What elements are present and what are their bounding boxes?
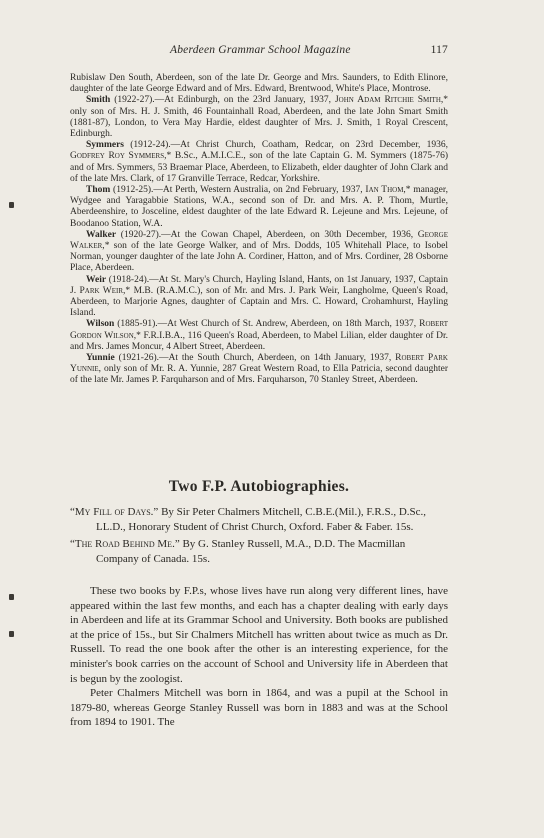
marriage-notices (70, 73, 448, 387)
notice-text: (1912-24).—At Christ Church, Coatham, Redcar, on 23rd December, 1936, (124, 140, 448, 151)
notice-continuation: Rubislaw Den South, Aberdeen, son of the late Dr. George and Mrs. Saunders, to Edith Elinore, daughter of the late George Edward and of Mrs. Edward, Brentwood, White's Place, Montrose. (70, 73, 448, 95)
section-heading: Two F.P. Autobiographies. (168, 478, 350, 495)
notice-name: Robert Park Yunnie, (70, 353, 448, 375)
article-body (70, 584, 448, 730)
notice-entry (70, 353, 448, 387)
notice-surname: Thom (86, 185, 111, 196)
notice-text: (1922-27).—At Edinburgh, on the 23rd January, 1937, (110, 95, 335, 106)
book-details: By Sir Peter Chalmers Mitchell, C.B.E.(Mil.), F.R.S., D.Sc., LL.D., Honorary Student of Christ Church, Oxford. Faber & Faber. 15s. (96, 506, 427, 533)
notice-text: (1918-24).—At St. Mary's Church, Hayling Island, Hants, on 1st January, 1937, Captain J. (70, 274, 448, 296)
notice-entry (70, 140, 448, 185)
book-title: “My Fill of Days.” (70, 506, 159, 518)
notice-entry (70, 95, 448, 140)
notice-entry (70, 275, 448, 320)
book-title: “The Road Behind Me.” (70, 538, 180, 550)
notice-text: * B.Sc., A.M.I.C.E., son of the late Captain G. M. Symmers (1875-76) and of Mrs. Symmers, 53 Braemar Place, Aberdeen, to Elizabeth, elder daughter of John Clark and of the late Mrs. Clark, of 17 Granville Terrace, Redcar, Yorkshire. (70, 151, 448, 184)
notice-name: Park Weir, (79, 285, 126, 296)
notice-surname: Weir (86, 274, 107, 285)
notice-text: * manager, Wydgee and Yaragabbie Stations, W.A., second son of Dr. and Mrs. A. P. Thom, Murtle, Aberdeenshire, to Josceline, eldest daughter of the late Edward R. Lejeune and Mrs. Lejeune, of Boodanoo Station, W.A. (70, 185, 448, 229)
notice-surname: Symmers (86, 140, 124, 151)
notice-text: * son of the late George Walker, and of Mrs. Dodds, 105 Whitehall Place, to Isobel Norman, younger daughter of the late John A. Cordiner, Hatton, and of Mrs. Cordiner, 28 Osborne Place, Aberdeen. (70, 241, 448, 274)
notice-name: Robert Gordon Wilson, (70, 319, 448, 341)
article-paragraph: Peter Chalmers Mitchell was born in 1864, and was a pupil at the School in 1879-80, whereas George Stanley Russell was born in 1883 and was at the School from 1894 to 1901. The (70, 687, 448, 729)
book-list (70, 505, 448, 569)
notice-name: George Walker, (70, 229, 448, 252)
notice-text: * F.R.I.B.A., 116 Queen's Road, Aberdeen, to Mabel Lilian, elder daughter of Dr. and Mrs. James Moncur, 4 Albert Street, Aberdeen. (70, 330, 448, 352)
notice-name: Godfrey Roy Symmers, (70, 151, 167, 162)
notice-surname: Wilson (86, 319, 115, 330)
page-number: 117 (430, 44, 448, 56)
margin-tab-marker (9, 202, 14, 208)
notice-text: * only son of Mrs. H. J. Smith, 46 Fountainhall Road, Aberdeen, and the late John Smart Smith (1881-87), London, to Vera May Hardie, eldest daughter of Mrs. J. Smith, 1 Royal Crescent, Edinburgh. (70, 95, 448, 140)
notice-surname: Walker (86, 229, 117, 240)
notice-text: only son of Mr. R. A. Yunnie, 287 Great Western Road, to Ella Patricia, second daughter of the late Mr. James P. Farquharson and of Mrs. Farquharson, 70 Stanley Street, Aberdeen. (70, 364, 448, 386)
notice-name: John Adam Ritchie Smith, (334, 95, 444, 106)
notice-entry (70, 185, 448, 230)
notice-surname: Smith (86, 95, 111, 106)
notice-text: (1921-26).—At the South Church, Aberdeen, on 14th January, 1937, (114, 353, 396, 364)
notice-text: (1920-27).—At the Cowan Chapel, Aberdeen, on 30th December, 1936, (116, 229, 418, 240)
book-details: By G. Stanley Russell, M.A., D.D. The Macmillan Company of Canada. 15s. (96, 538, 406, 565)
magazine-title: Aberdeen Grammar School Magazine (170, 44, 351, 56)
notice-text: (1885-91).—At West Church of St. Andrew, Aberdeen, on 18th March, 1937, (114, 319, 420, 330)
notice-text: * M.B. (R.A.M.C.), son of Mr. and Mrs. J. Park Weir, Langholme, Queen's Road, Aberdeen, to Marjorie Agnes, daughter of Captain and Mrs. C. Howard, Crohamhurst, Hayling Island. (70, 285, 448, 319)
notice-text: (1912-25).—At Perth, Western Australia, on 2nd February, 1937, (110, 185, 366, 196)
article-paragraph: These two books by F.P.s, whose lives have run along very different lines, have appeared within the last few months, and each has a chapter dealing with early days in Aberdeen and life at its Grammar School and University. Both books are published at the price of 15s., but Sir Chalmers Mitchell has written about twice as much as Dr. Russell. To read the one book after the other is an interesting experience, for the minister's book carries on the account of School and University life in Aberdeen that is begun by the zoologist. (70, 585, 448, 685)
margin-tab-marker (9, 594, 14, 600)
margin-tab-marker (9, 631, 14, 637)
book-entry (70, 537, 448, 566)
notice-name: Ian Thom, (365, 185, 406, 196)
notice-surname: Yunnie (86, 353, 115, 364)
notice-entry (70, 230, 448, 275)
notice-entries (70, 95, 448, 386)
notice-entry (70, 319, 448, 353)
book-entry (70, 505, 448, 534)
